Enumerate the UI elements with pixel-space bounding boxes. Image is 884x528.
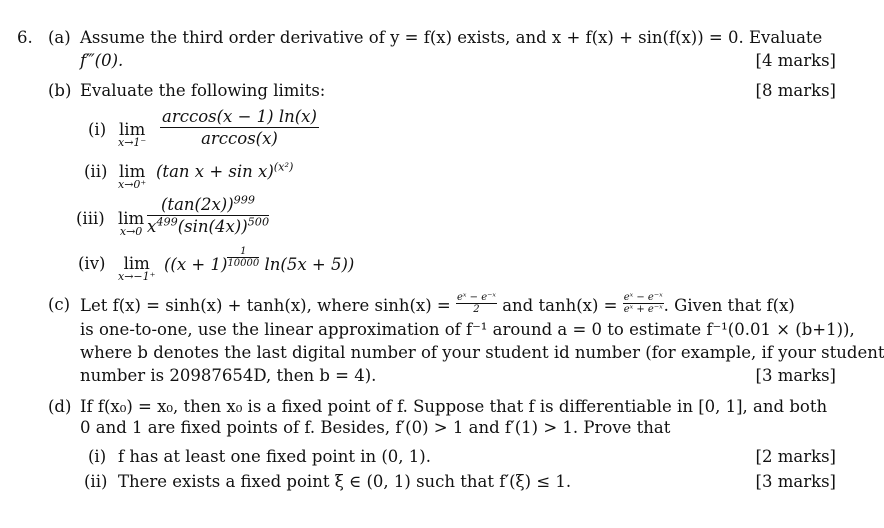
part-c-text-2: and tanh(x) = (502, 296, 618, 315)
part-c-line1 (80, 292, 795, 318)
sinh-denominator: 2 (473, 304, 480, 315)
limit-iv-base: ((x + 1) (164, 255, 228, 274)
power-denominator: 10000 (227, 258, 260, 269)
part-b-label: (b) (48, 81, 72, 100)
limit-iv-label: (iv) (78, 254, 106, 273)
part-c-text-1: Let f(x) = sinh(x) + tanh(x), where sinh(x) = (80, 296, 451, 315)
lim-word: lim (119, 120, 146, 139)
denominator-base: (sin(4x)) (177, 217, 248, 236)
part-b-intro: Evaluate the following limits: (80, 81, 326, 100)
limit-iii-fraction (147, 195, 269, 236)
part-c-line2: is one-to-one, use the linear approximation of f⁻¹ around a = 0 to estimate f⁻¹(0.01 × (b+1)), (80, 320, 855, 339)
limit-iv-operator (118, 254, 155, 283)
part-a-line1: Assume the third order derivative of y = f(x) exists, and x + f(x) + sin(f(x)) = 0. Evaluate (80, 28, 823, 47)
lim-subscript: x→0⁺ (118, 178, 147, 191)
numerator-power: 999 (233, 193, 256, 207)
denominator-power: 500 (247, 215, 270, 229)
limit-ii-base: (tan x + sin x) (156, 162, 274, 181)
limit-ii-label: (ii) (84, 162, 108, 181)
fraction-numerator: arccos(x − 1) ln(x) (162, 107, 317, 126)
limit-i-operator (118, 120, 146, 149)
lim-subscript: x→0 (119, 225, 143, 238)
part-c-marks: [3 marks] (755, 366, 836, 385)
question-number: 6. (17, 28, 33, 47)
part-d-ii-text: There exists a fixed point ξ ∈ (0, 1) such that f′(ξ) ≤ 1. (118, 472, 572, 491)
limit-i-label: (i) (88, 120, 107, 139)
part-a-line2: f‴(0). (80, 51, 124, 70)
numerator-base: (tan(2x)) (161, 195, 234, 214)
limit-iv-expression (164, 246, 355, 277)
part-a-marks: [4 marks] (755, 51, 836, 70)
power-numerator: 1 (227, 246, 259, 258)
limit-ii-expression (156, 162, 293, 181)
part-d-i-marks: [2 marks] (755, 447, 836, 466)
part-d-line1: If f(x₀) = x₀, then x₀ is a fixed point of f. Suppose that f is differentiable in [0, 1], and both (80, 397, 828, 416)
part-d-line2: 0 and 1 are fixed points of f. Besides, f′(0) > 1 and f′(1) > 1. Prove that (80, 418, 671, 437)
limit-iv-log: ln(5x + 5)) (264, 255, 355, 274)
part-d-ii-label: (ii) (84, 472, 108, 491)
part-d-i-label: (i) (88, 447, 107, 466)
part-c-label: (c) (48, 295, 71, 314)
tanh-denominator: eˣ + e⁻ˣ (623, 304, 663, 315)
lim-subscript: x→1⁻ (118, 136, 147, 149)
limit-iii-label: (iii) (76, 209, 105, 228)
limit-ii-operator (118, 162, 146, 191)
denominator-x: x (147, 217, 157, 236)
limit-i-fraction (160, 107, 319, 148)
lim-subscript: x→−1⁺ (118, 270, 156, 283)
part-c-text-3: . Given that f(x) (663, 296, 795, 315)
part-d-ii-marks: [3 marks] (755, 472, 836, 491)
part-c-line3: where b denotes the last digital number of your student id number (for example, if your student (80, 343, 884, 362)
lim-word: lim (119, 162, 146, 181)
part-a-label: (a) (48, 28, 71, 47)
part-d-label: (d) (48, 397, 72, 416)
limit-iii-operator (118, 209, 144, 238)
lim-word: lim (118, 209, 145, 228)
limit-ii-power: (x²) (273, 160, 294, 174)
fraction-denominator: arccos(x) (201, 129, 278, 148)
part-d-i-text: f has at least one fixed point in (0, 1). (118, 447, 431, 466)
denominator-x-power: 499 (156, 215, 178, 229)
lim-word: lim (123, 254, 150, 273)
sinh-numerator: eˣ − e⁻ˣ (457, 292, 496, 303)
part-b-marks: [8 marks] (755, 81, 836, 100)
part-c-line4: number is 20987654D, then b = 4). (80, 366, 377, 385)
tanh-numerator: eˣ − e⁻ˣ (623, 292, 663, 303)
